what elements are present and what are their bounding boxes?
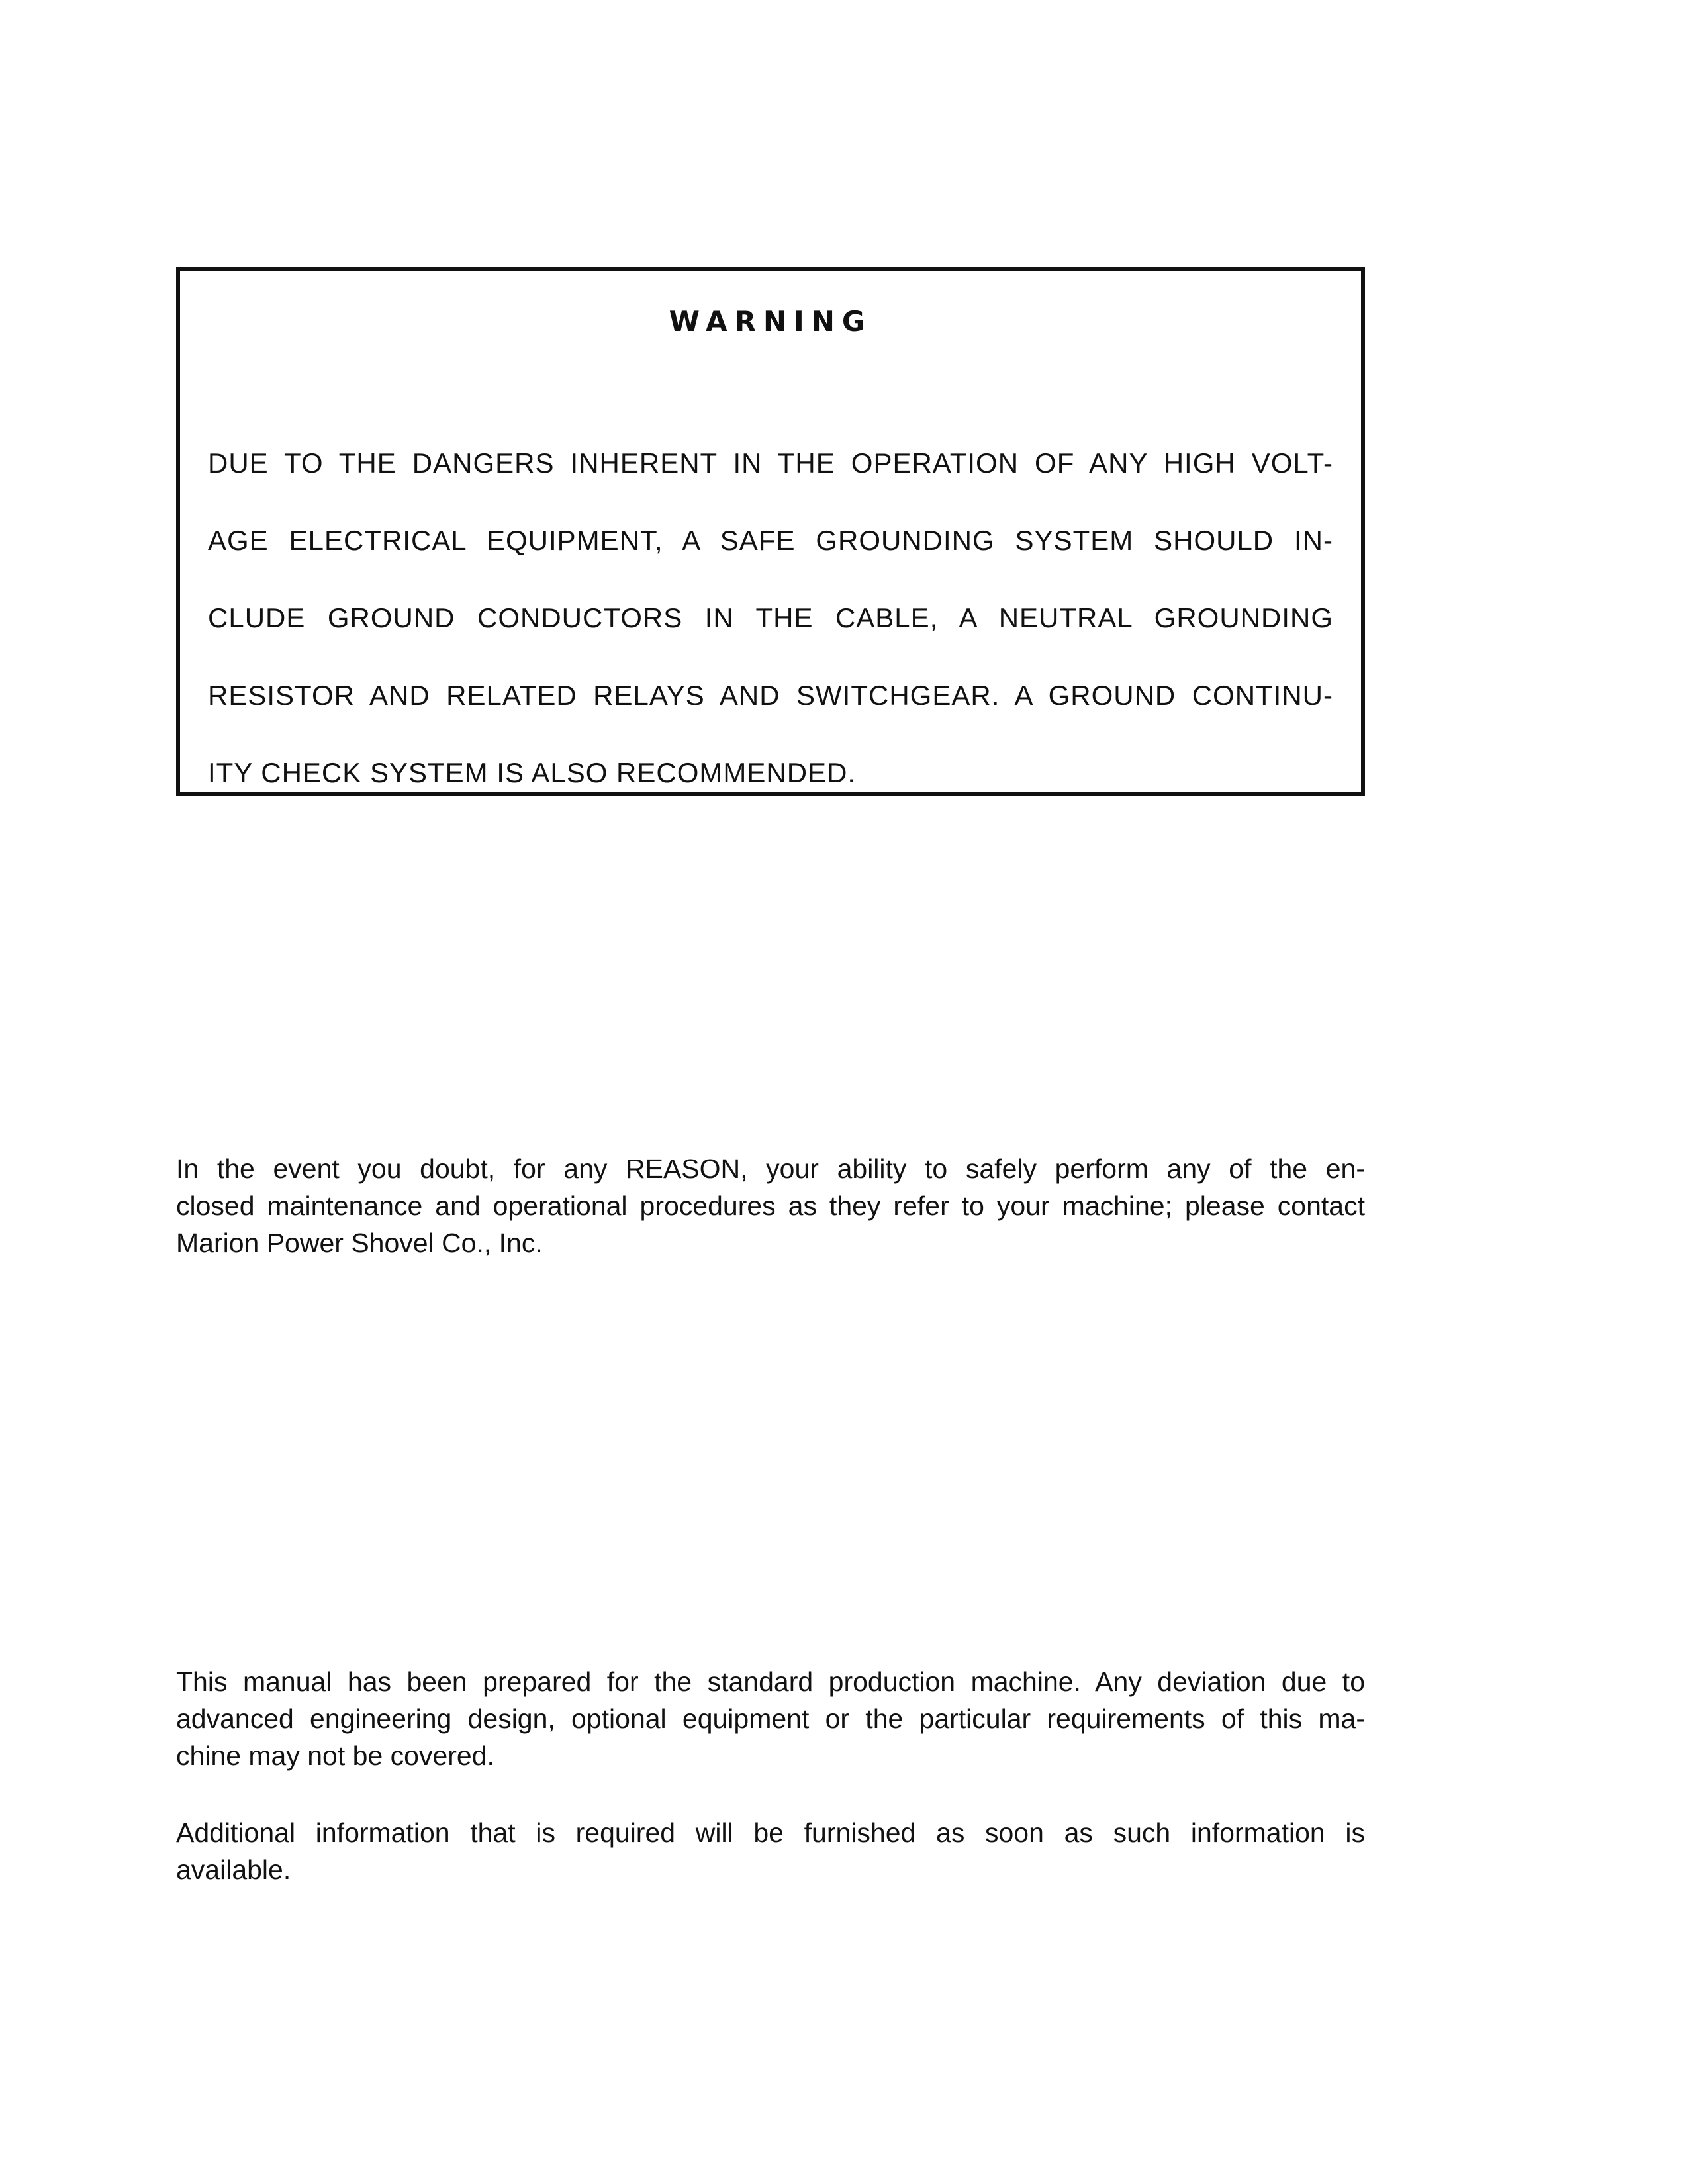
doubt-paragraph xyxy=(176,1150,1365,1261)
warning-line: CLUDE GROUND CONDUCTORS IN THE CABLE, A NEUTRAL GROUNDING xyxy=(208,602,1333,633)
warning-line: ITY CHECK SYSTEM IS ALSO RECOMMENDED. xyxy=(208,757,857,788)
warning-box xyxy=(176,267,1365,796)
paragraph-line: chine may not be covered. xyxy=(176,1741,494,1771)
manual-scope-paragraph xyxy=(176,1663,1365,1774)
warning-line: RESISTOR AND RELATED RELAYS AND SWITCHGEAR. A GROUND CONTINU- xyxy=(208,680,1333,711)
paragraph-line: In the event you doubt, for any REASON, your ability to safely perform any of the en- xyxy=(176,1154,1365,1184)
paragraph-line: Marion Power Shovel Co., Inc. xyxy=(176,1228,543,1258)
warning-line: AGE ELECTRICAL EQUIPMENT, A SAFE GROUNDING SYSTEM SHOULD IN- xyxy=(208,525,1333,556)
warning-title: WARNING xyxy=(669,305,872,338)
additional-info-paragraph xyxy=(176,1814,1365,1888)
paragraph-line: This manual has been prepared for the standard production machine. Any deviation due to xyxy=(176,1666,1365,1697)
paragraph-line: available. xyxy=(176,1854,291,1885)
paragraph-line: advanced engineering design, optional equipment or the particular requirements of this ma- xyxy=(176,1704,1365,1734)
warning-line: DUE TO THE DANGERS INHERENT IN THE OPERATION OF ANY HIGH VOLT- xyxy=(208,447,1333,478)
paragraph-line: Additional information that is required will be furnished as soon as such information is xyxy=(176,1817,1365,1848)
warning-text xyxy=(208,424,1333,811)
paragraph-line: closed maintenance and operational procedures as they refer to your machine; please contact xyxy=(176,1191,1365,1221)
